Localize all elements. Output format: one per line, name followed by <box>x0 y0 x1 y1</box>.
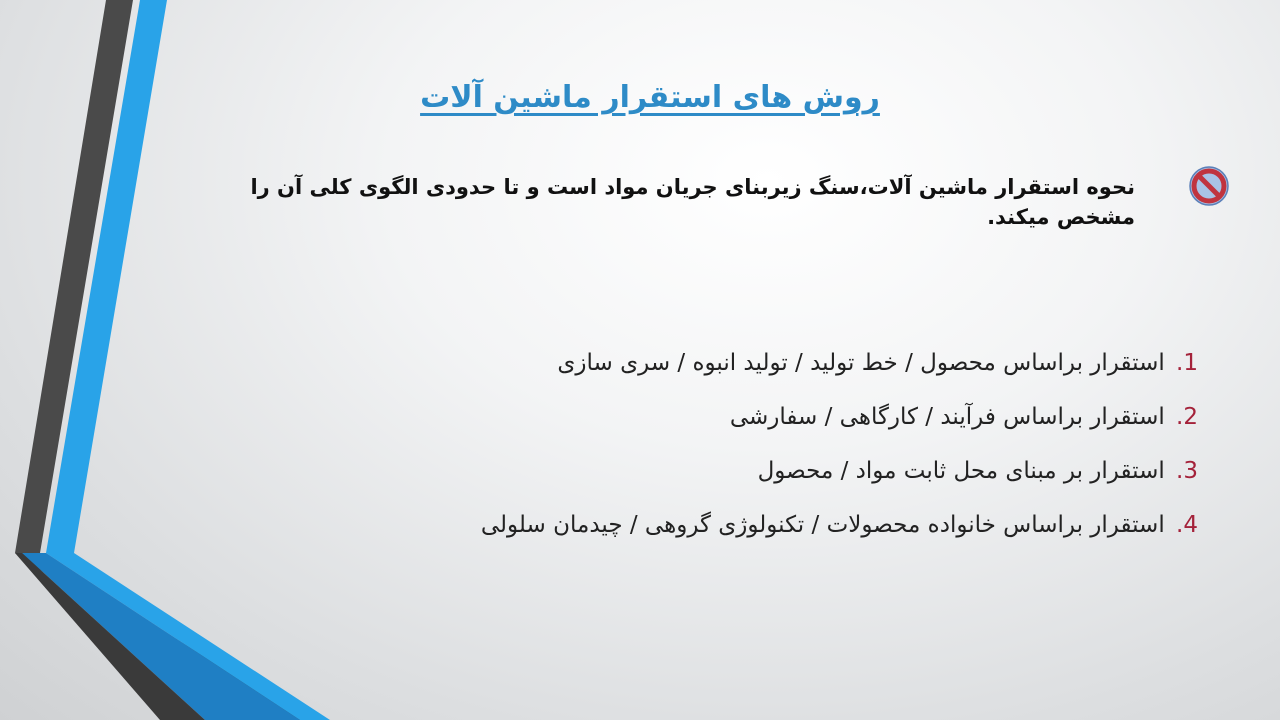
layout-methods-list <box>298 343 1198 559</box>
list-item <box>298 451 1198 491</box>
list-item-number: 4. <box>1176 512 1198 538</box>
intro-paragraph: نحوه استقرار ماشین آلات،سنگ زیربنای جریان مواد است و تا حدودی الگوی کلی آن را مشخص میکند. <box>250 175 1135 229</box>
list-item-number: 2. <box>1176 404 1198 430</box>
list-item-text: استقرار بر مبنای محل ثابت مواد / محصول <box>757 458 1165 484</box>
list-item <box>298 505 1198 545</box>
list-item-number: 1. <box>1176 350 1198 376</box>
list-item <box>298 343 1198 383</box>
list-item-text: استقرار براساس خانواده محصولات / تکنولوژی گروهی / چیدمان سلولی <box>480 512 1165 538</box>
prohibited-icon <box>1187 164 1231 208</box>
slide-title: روش های استقرار ماشین آلات <box>420 80 880 115</box>
list-item <box>298 397 1198 437</box>
list-item-text: استقرار براساس محصول / خط تولید / تولید انبوه / سری سازی <box>557 350 1165 376</box>
list-item-text: استقرار براساس فرآیند / کارگاهی / سفارشی <box>729 404 1165 430</box>
list-item-number: 3. <box>1176 458 1198 484</box>
